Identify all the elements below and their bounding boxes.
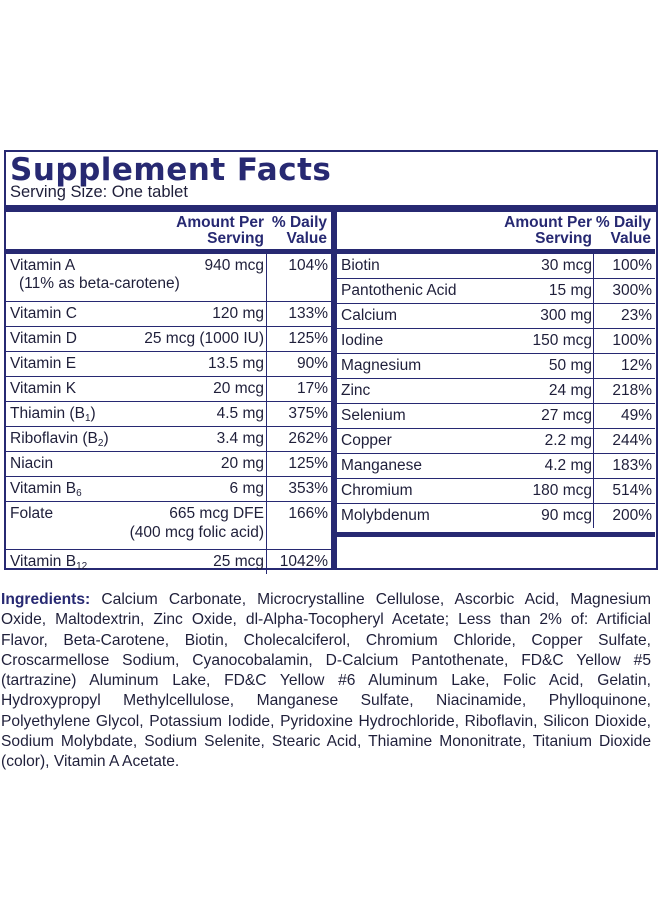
daily-value-rule: [593, 379, 594, 403]
nutrient-amount: 4.2 mg: [544, 457, 592, 474]
nutrient-row: [337, 254, 655, 279]
serving-size: Serving Size: One tablet: [10, 183, 188, 201]
daily-value-rule: [593, 429, 594, 453]
nutrient-row: [337, 479, 655, 504]
nutrient-name: [341, 332, 383, 350]
nutrient-row: [337, 279, 655, 304]
daily-value-rule: [266, 502, 267, 549]
nutrient-name-text: Iodine: [341, 332, 384, 349]
right-column-header: [337, 212, 655, 254]
nutrient-row: [6, 427, 331, 452]
daily-value-rule: [266, 477, 267, 501]
daily-value-rule: [593, 454, 594, 478]
nutrient-daily-value: 104%: [288, 257, 328, 274]
nutrient-name: [10, 430, 109, 449]
left-column-header: [6, 212, 331, 254]
nutrient-note: (11% as beta-carotene): [19, 275, 180, 292]
nutrient-amount: 180 mcg: [532, 482, 592, 499]
nutrient-amount: 24 mg: [548, 382, 592, 399]
nutrient-name: [341, 257, 380, 275]
nutrient-amount: 300 mg: [540, 307, 592, 324]
daily-value-rule: [593, 254, 594, 278]
daily-value-rule: [593, 329, 594, 353]
nutrient-amount: 50 mg: [548, 357, 592, 374]
daily-value-rule: [593, 304, 594, 328]
nutrient-daily-value: 100%: [612, 332, 652, 349]
nutrient-daily-value: 300%: [612, 282, 652, 299]
daily-value-rule: [593, 354, 594, 378]
nutrient-amount: 30 mcg: [541, 257, 592, 274]
nutrient-daily-value: 183%: [612, 457, 652, 474]
nutrient-row: [6, 352, 331, 377]
nutrient-name: [10, 480, 82, 499]
nutrient-name: [10, 553, 87, 572]
nutrient-daily-value: 12%: [620, 357, 652, 374]
nutrient-daily-value: 23%: [620, 307, 652, 324]
nutrient-amount: 6 mg: [229, 480, 264, 497]
nutrient-row: [6, 254, 331, 302]
nutrient-name-text: Niacin: [10, 455, 54, 472]
nutrient-row: [6, 402, 331, 427]
nutrient-daily-value: 90%: [296, 355, 328, 372]
daily-value-rule: [266, 302, 267, 326]
nutrient-amount: 665 mcg DFE: [169, 505, 264, 522]
nutrient-row: [6, 377, 331, 402]
nutrient-amount: 20 mcg: [213, 380, 264, 397]
daily-value-rule: [593, 479, 594, 503]
nutrient-row: [337, 329, 655, 354]
daily-value-rule: [593, 279, 594, 303]
nutrient-name: [10, 505, 53, 523]
amount-header: [482, 215, 592, 247]
nutrient-daily-value: 244%: [612, 432, 652, 449]
nutrient-amount: 20 mg: [220, 455, 264, 472]
nutrient-name-text: Thiamin (B: [10, 405, 85, 422]
nutrient-daily-value: 125%: [288, 455, 328, 472]
daily-value-rule: [593, 504, 594, 528]
nutrient-row: [337, 304, 655, 329]
nutrient-daily-value: 49%: [620, 407, 652, 424]
nutrient-name-text: Folate: [10, 505, 54, 522]
nutrient-row: [6, 452, 331, 477]
daily-value-rule: [266, 327, 267, 351]
nutrient-name: [341, 407, 406, 425]
nutrient-name-text: Manganese: [341, 457, 423, 474]
daily-value-rule: [266, 352, 267, 376]
nutrient-daily-value: 375%: [288, 405, 328, 422]
nutrient-name-text: Vitamin A: [10, 257, 76, 274]
nutrient-name: [10, 380, 76, 398]
nutrient-row: [6, 502, 331, 550]
nutrient-row: [337, 504, 655, 528]
left-rows: [6, 254, 331, 574]
nutrient-amount: 120 mg: [212, 305, 264, 322]
nutrient-daily-value: 125%: [288, 330, 328, 347]
nutrient-name-text: Selenium: [341, 407, 406, 424]
nutrient-name-text: Vitamin K: [10, 380, 77, 397]
nutrient-name: [341, 357, 421, 375]
panel-title: Supplement Facts: [10, 152, 332, 188]
nutrient-amount: 13.5 mg: [207, 355, 264, 372]
nutrient-name-text: Pantothenic Acid: [341, 282, 457, 299]
nutrient-daily-value: 166%: [288, 505, 328, 522]
nutrient-row: [337, 379, 655, 404]
nutrient-name-subscript: 6: [76, 488, 82, 499]
nutrient-name-text: Vitamin E: [10, 355, 77, 372]
nutrient-daily-value: 262%: [288, 430, 328, 447]
nutrient-row: [6, 477, 331, 502]
nutrient-row: [6, 327, 331, 352]
nutrient-name-text: Magnesium: [341, 357, 422, 374]
amount-header: [154, 215, 264, 247]
nutrient-name-subscript: 12: [76, 561, 88, 572]
nutrient-name: [341, 382, 370, 400]
nutrient-name-subscript: 1: [84, 413, 91, 424]
nutrient-daily-value: 133%: [288, 305, 328, 322]
nutrient-name-text: Vitamin C: [10, 305, 77, 322]
nutrient-name: [10, 405, 96, 424]
nutrient-name: [341, 307, 397, 325]
nutrient-name-text: Zinc: [341, 382, 371, 399]
nutrient-amount: 15 mg: [548, 282, 592, 299]
dv-header-line1: % Daily: [595, 214, 651, 231]
right-column-end-bar: [337, 532, 655, 537]
nutrient-name: [10, 305, 77, 323]
daily-value-header: [591, 215, 651, 247]
nutrient-name-text: Molybdenum: [341, 507, 430, 524]
dv-header-line2: Value: [610, 230, 651, 247]
nutrient-daily-value: 200%: [612, 507, 652, 524]
daily-value-header: [267, 215, 327, 247]
nutrient-name: [341, 282, 456, 300]
nutrient-amount: 940 mcg: [204, 257, 264, 274]
daily-value-rule: [266, 377, 267, 401]
nutrient-amount: 3.4 mg: [216, 430, 264, 447]
right-column: [337, 212, 655, 537]
nutrient-row: [6, 550, 331, 574]
nutrient-amount: 25 mcg (1000 IU): [144, 330, 264, 347]
nutrient-amount: 25 mcg: [213, 553, 264, 570]
nutrient-name-text: Vitamin B: [10, 480, 77, 497]
nutrient-amount: 90 mcg: [541, 507, 592, 524]
dv-header-line2: Value: [286, 230, 327, 247]
nutrient-name-text: Vitamin D: [10, 330, 77, 347]
supplement-facts-panel: [4, 150, 658, 570]
daily-value-rule: [266, 427, 267, 451]
nutrient-amount: 4.5 mg: [216, 405, 264, 422]
nutrient-daily-value: 218%: [612, 382, 652, 399]
ingredients-text: Calcium Carbonate, Microcrystalline Cellulose, Ascorbic Acid, Magnesium Oxide, Maltodextrin, Zinc Oxide, dl-Alpha-Tocopheryl Acetate; Less than 2% of: Artificial Flavor, Beta-Carotene, Biotin, Cholecalciferol, Chromium Chloride, Copper Sulfate, Croscarmellose Sodium, Cyanocobalamin, D-Calcium Pantothenate, FD&C Yellow #5 (tartrazine) Aluminum Lake, FD&C Yellow #6 Aluminum Lake, Folic Acid, Gelatin, Hydroxypropyl Methylcellulose, Manganese Sulfate, Niacinamide, Phylloquinone, Polyethylene Glycol, Potassium Iodide, Pyridoxine Hydrochloride, Riboflavin, Silicon Dioxide, Sodium Molybdate, Sodium Selenite, Stearic Acid, Thiamine Mononitrate, Titanium Dioxide (color), Vitamin A Acetate.: [1, 591, 651, 771]
nutrient-row: [337, 354, 655, 379]
amount-header-line1: Amount Per: [176, 214, 264, 231]
daily-value-rule: [266, 550, 267, 574]
nutrient-name: [10, 455, 53, 473]
nutrient-name-text: Biotin: [341, 257, 380, 274]
ingredients-block: [1, 590, 651, 773]
nutrient-row: [337, 429, 655, 454]
ingredients-label: Ingredients:: [1, 591, 91, 608]
nutrient-name: [10, 330, 77, 348]
nutrient-name: [341, 457, 422, 475]
nutrient-name-suffix: ): [103, 430, 109, 447]
nutrient-amount-detail: (400 mcg folic acid): [129, 524, 264, 541]
nutrient-daily-value: 1042%: [279, 553, 328, 570]
amount-header-line2: Serving: [535, 230, 592, 247]
nutrient-name-text: Riboflavin (B: [10, 430, 98, 447]
nutrient-name-text: Calcium: [341, 307, 397, 324]
dv-header-line1: % Daily: [271, 214, 327, 231]
nutrient-daily-value: 100%: [612, 257, 652, 274]
nutrient-name-suffix: ): [90, 405, 96, 422]
nutrient-name: [10, 257, 75, 275]
nutrient-name-text: Chromium: [341, 482, 413, 499]
amount-header-line2: Serving: [207, 230, 264, 247]
right-rows: [337, 254, 655, 528]
daily-value-rule: [593, 404, 594, 428]
nutrient-name: [341, 432, 392, 450]
daily-value-rule: [266, 402, 267, 426]
nutrient-name-subscript: 2: [97, 438, 104, 449]
title-divider: [6, 205, 656, 212]
daily-value-rule: [266, 452, 267, 476]
nutrient-name: [341, 482, 412, 500]
daily-value-rule: [266, 254, 267, 301]
nutrient-amount: 2.2 mg: [544, 432, 592, 449]
nutrient-name-text: Vitamin B: [10, 553, 77, 570]
left-column: [6, 212, 331, 574]
nutrient-row: [337, 404, 655, 429]
amount-header-line1: Amount Per: [504, 214, 592, 231]
nutrient-row: [6, 302, 331, 327]
nutrient-name: [10, 355, 76, 373]
nutrient-daily-value: 353%: [288, 480, 328, 497]
nutrient-name-text: Copper: [341, 432, 392, 449]
nutrient-row: [337, 454, 655, 479]
nutrient-name: [341, 507, 430, 525]
nutrient-amount: 27 mcg: [541, 407, 592, 424]
nutrient-amount: 150 mcg: [532, 332, 592, 349]
nutrient-daily-value: 17%: [296, 380, 328, 397]
nutrient-daily-value: 514%: [612, 482, 652, 499]
